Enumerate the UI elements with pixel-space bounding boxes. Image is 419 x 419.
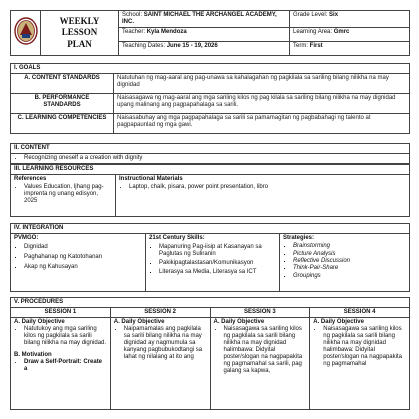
resources-table: [10, 164, 410, 217]
session-1-cell: [11, 318, 111, 410]
integration-heading: IV. INTEGRATION: [11, 224, 410, 234]
title-line-1: WEEKLY LESSON: [59, 16, 100, 38]
school-value: SAINT MICHAEL THE ARCHANGEL ACADEMY, INC.: [122, 12, 277, 25]
pvmgo-item: ▪ Akap ng Kahusayan: [24, 264, 142, 271]
daily-objective-label: A. Daily Objective: [113, 319, 165, 326]
dates-value: June 15 - 19, 2026: [166, 42, 218, 49]
content-standards-label: A. CONTENT STANDARDS: [11, 73, 114, 93]
procedures-table: [10, 297, 410, 410]
resources-heading: III. LEARNING RESOURCES: [11, 165, 410, 175]
skills-label: 21st Century Skills:: [149, 235, 205, 242]
plan-title: [41, 11, 119, 56]
daily-objective-item: • Natutukoy ang mga sariling kilos ng pagkilala sa sarili bilang nilikha na may dignidad.: [24, 326, 107, 347]
daily-objective-item: • Naisasagawa sa sariling kilos ng pagkilala sa sarili bilang nilikha na may dignidad halimbawa: Didyital poster/slogan na nagpapakita ng pagmamahal: [323, 326, 406, 367]
content-heading: II. CONTENT: [11, 143, 410, 153]
session-2-header: SESSION 2: [110, 308, 210, 318]
daily-objective-label: A. Daily Objective: [213, 319, 265, 326]
pvmgo-item: ▪ Dignidad: [24, 244, 142, 251]
daily-objective-label: A. Daily Objective: [14, 319, 65, 326]
header-table: [10, 10, 410, 56]
grade-field: Grade Level: Six: [290, 11, 410, 28]
motivation-item: • Draw a Self-Portrait: Create a: [24, 359, 107, 373]
references-label: References: [14, 176, 47, 183]
title-line-2: PLAN: [67, 38, 92, 49]
session-3-cell: [210, 318, 310, 410]
integration-table: [10, 223, 410, 292]
school-logo: [11, 11, 41, 56]
pvmgo-label: PVMGO:: [14, 235, 39, 242]
teacher-value: Kyla Mendoza: [146, 28, 187, 35]
content-standards-text: Natutuhan ng mag-aaral ang pag-unawa sa kahalagahan ng pagkilala sa sariling bilang nilikha na may dignidad: [114, 73, 410, 93]
pvmgo-item: ▪ Paghahanap ng Katotohanan: [24, 254, 142, 261]
strategies-item: ▪ Think-Pair-Share: [293, 265, 406, 272]
motivation-label: B. Motivation: [14, 351, 52, 358]
session-4-cell: [310, 318, 410, 410]
performance-standards-text: Naisasagawa ng mag-aaral ang mga sariling kilos ng pag kilala sa sariling bilang nilikha na may dignidad upang malinang ang pagpapahalaga sa sarili.: [114, 93, 410, 113]
strategies-cell: [280, 234, 410, 292]
skills-cell: [146, 234, 280, 292]
procedures-heading: V. PROCEDURES: [11, 298, 410, 308]
teacher-field: Teacher: Kyla Mendoza: [119, 27, 290, 41]
daily-objective-item: • Naisasagawa sa sariling kilos ng pagkilala sa sarili bilang nilikha na may dignidad halimbawa: Didyital poster/slogan na nagpapakita ng pagmamahal sa sarili, pag galang sa kapwa,: [224, 326, 307, 374]
competencies-text: Naisasabuhay ang mga pagpapahalaga sa sarili sa pamamagitan ng pagbabahagi ng talento at pagpapaunlad ng mga gawi.: [114, 113, 410, 133]
strategies-item: ▪ Groupings: [293, 273, 406, 280]
materials-cell: [116, 175, 410, 217]
term-field: Term: First: [290, 41, 410, 55]
goals-heading: I. GOALS: [11, 63, 410, 73]
session-4-header: SESSION 4: [310, 308, 410, 318]
session-3-header: SESSION 3: [210, 308, 310, 318]
dates-field: Teaching Dates: June 15 - 19, 2026: [119, 41, 290, 55]
goals-table: [10, 63, 410, 134]
pvmgo-cell: [11, 234, 146, 292]
references-cell: [11, 175, 116, 217]
session-2-cell: [110, 318, 210, 410]
materials-label: Instructional Materials: [119, 176, 183, 183]
strategies-item: ▪ Brainstorming: [293, 243, 406, 250]
session-1-header: SESSION 1: [11, 308, 111, 318]
daily-objective-item: • Naipamamalas ang pagkilala sa sarili bilang nilikha na may dignidad ay nagmumula sa kanyang pagbubukodtangi sa lahat ng nilalang at ito ang: [124, 326, 207, 360]
performance-standards-label: B. PERFORMANCE STANDARDS: [11, 93, 114, 113]
materials-item: • Laptop, chalk, pisara, power point presentation, libro: [129, 184, 406, 191]
content-item: • Recognizing oneself a a creation with dignity: [24, 155, 406, 162]
daily-objective-label: A. Daily Objective: [313, 319, 364, 326]
strategies-item: ▪ Reflective Discussion: [293, 258, 406, 265]
grade-value: Six: [329, 12, 339, 18]
school-field: School: SAINT MICHAEL THE ARCHANGEL ACADEMY, INC.: [119, 11, 290, 28]
competencies-label: C. LEARNING COMPETENCIES: [11, 113, 114, 133]
skills-item: ▪ Mapanuring Pag-iisip at Kasanayan sa Paglutas ng Suliranin: [159, 244, 276, 258]
area-value: Gmrc: [333, 28, 350, 35]
references-item: • Values Education, Ijhang pag-imprenta ng unang edisyon, 2025: [24, 184, 112, 205]
content-table: [10, 143, 410, 165]
skills-item: ▪ Literasya sa Media, Literasya sa ICT: [159, 269, 276, 276]
school-seal-icon: [14, 17, 38, 45]
skills-item: ▪ Pakikipagtalastasan/Komunikasyon: [159, 260, 276, 267]
strategies-item: ▪ Picture Analysis: [293, 251, 406, 258]
term-value: First: [309, 42, 323, 49]
area-field: Learning Area: Gmrc: [290, 27, 410, 41]
strategies-label: Strategies:: [283, 235, 315, 242]
